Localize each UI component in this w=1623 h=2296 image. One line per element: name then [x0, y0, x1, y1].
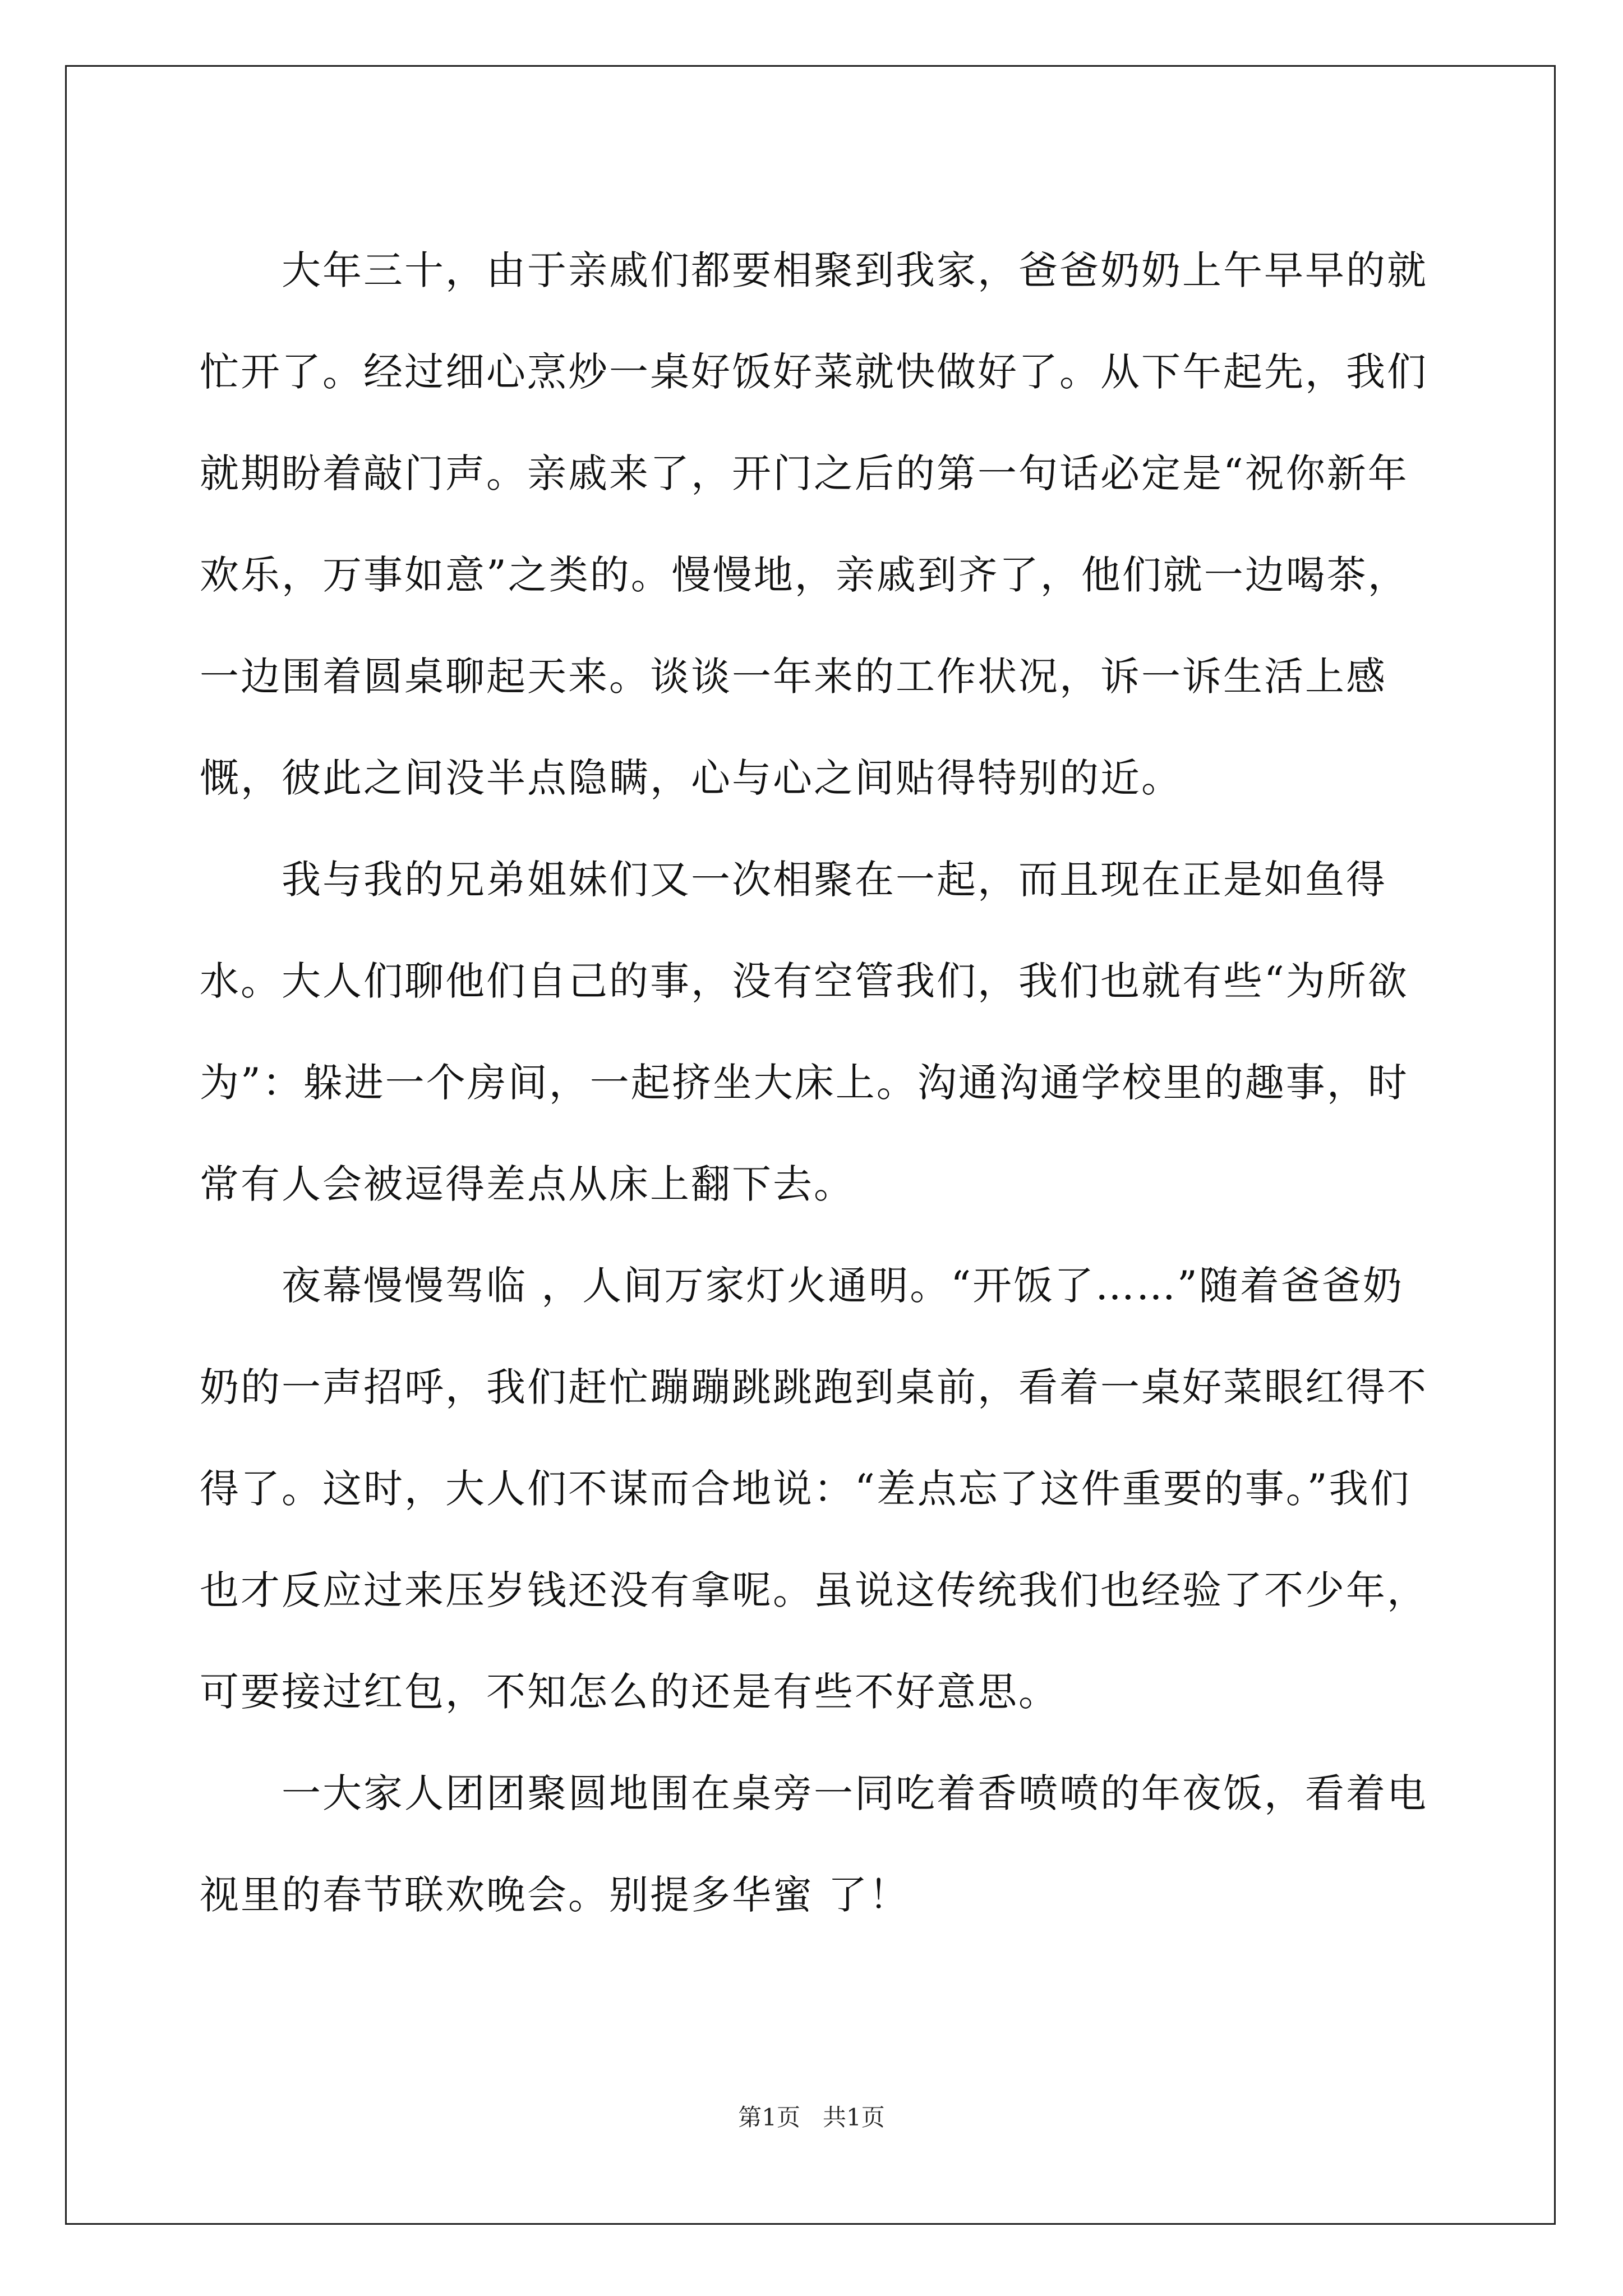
paragraph-3: 夜幕慢慢驾临 ，人间万家灯火通明。“开饭了……”随着爸爸奶奶的一声招呼，我们赶忙蹦蹦跳跳跑到桌前，看着一桌好菜眼红得不得了。这时，大人们不谋而合地说：“差点忘了这件重要的事。”我们也才反应过来压岁钱还没有拿呢。虽说这传统我们也经验了不少年，可要接过红包，不知怎么的还是有些不好意思。	[200, 1263, 1428, 1715]
page-number: 第1页	[738, 2104, 800, 2131]
paragraph-4: 一大家人团团聚圆地围在桌旁一同吃着香喷喷的年夜饭，看着电视里的春节联欢晚会。别提多华蜜 了！	[200, 1770, 1428, 1918]
page-total: 共1页	[823, 2104, 885, 2131]
document-body	[200, 220, 1428, 1946]
paragraph-1: 大年三十，由于亲戚们都要相聚到我家，爸爸奶奶上午早早的就忙开了。经过细心烹炒一桌好饭好菜就快做好了。从下午起先，我们就期盼着敲门声。亲戚来了，开门之后的第一句话必定是“祝你新年欢乐，万事如意”之类的。慢慢地，亲戚到齐了，他们就一边喝茶，一边围着圆桌聊起天来。谈谈一年来的工作状况，诉一诉生活上感慨，彼此之间没半点隐瞒，心与心之间贴得特别的近。	[200, 247, 1428, 801]
page-footer	[0, 2101, 1623, 2134]
paragraph-2: 我与我的兄弟姐妹们又一次相聚在一起，而且现在正是如鱼得水。大人们聊他们自己的事，没有空管我们，我们也就有些“为所欲为”：躲进一个房间，一起挤坐大床上。沟通沟通学校里的趣事，时常有人会被逗得差点从床上翻下去。	[200, 857, 1409, 1207]
